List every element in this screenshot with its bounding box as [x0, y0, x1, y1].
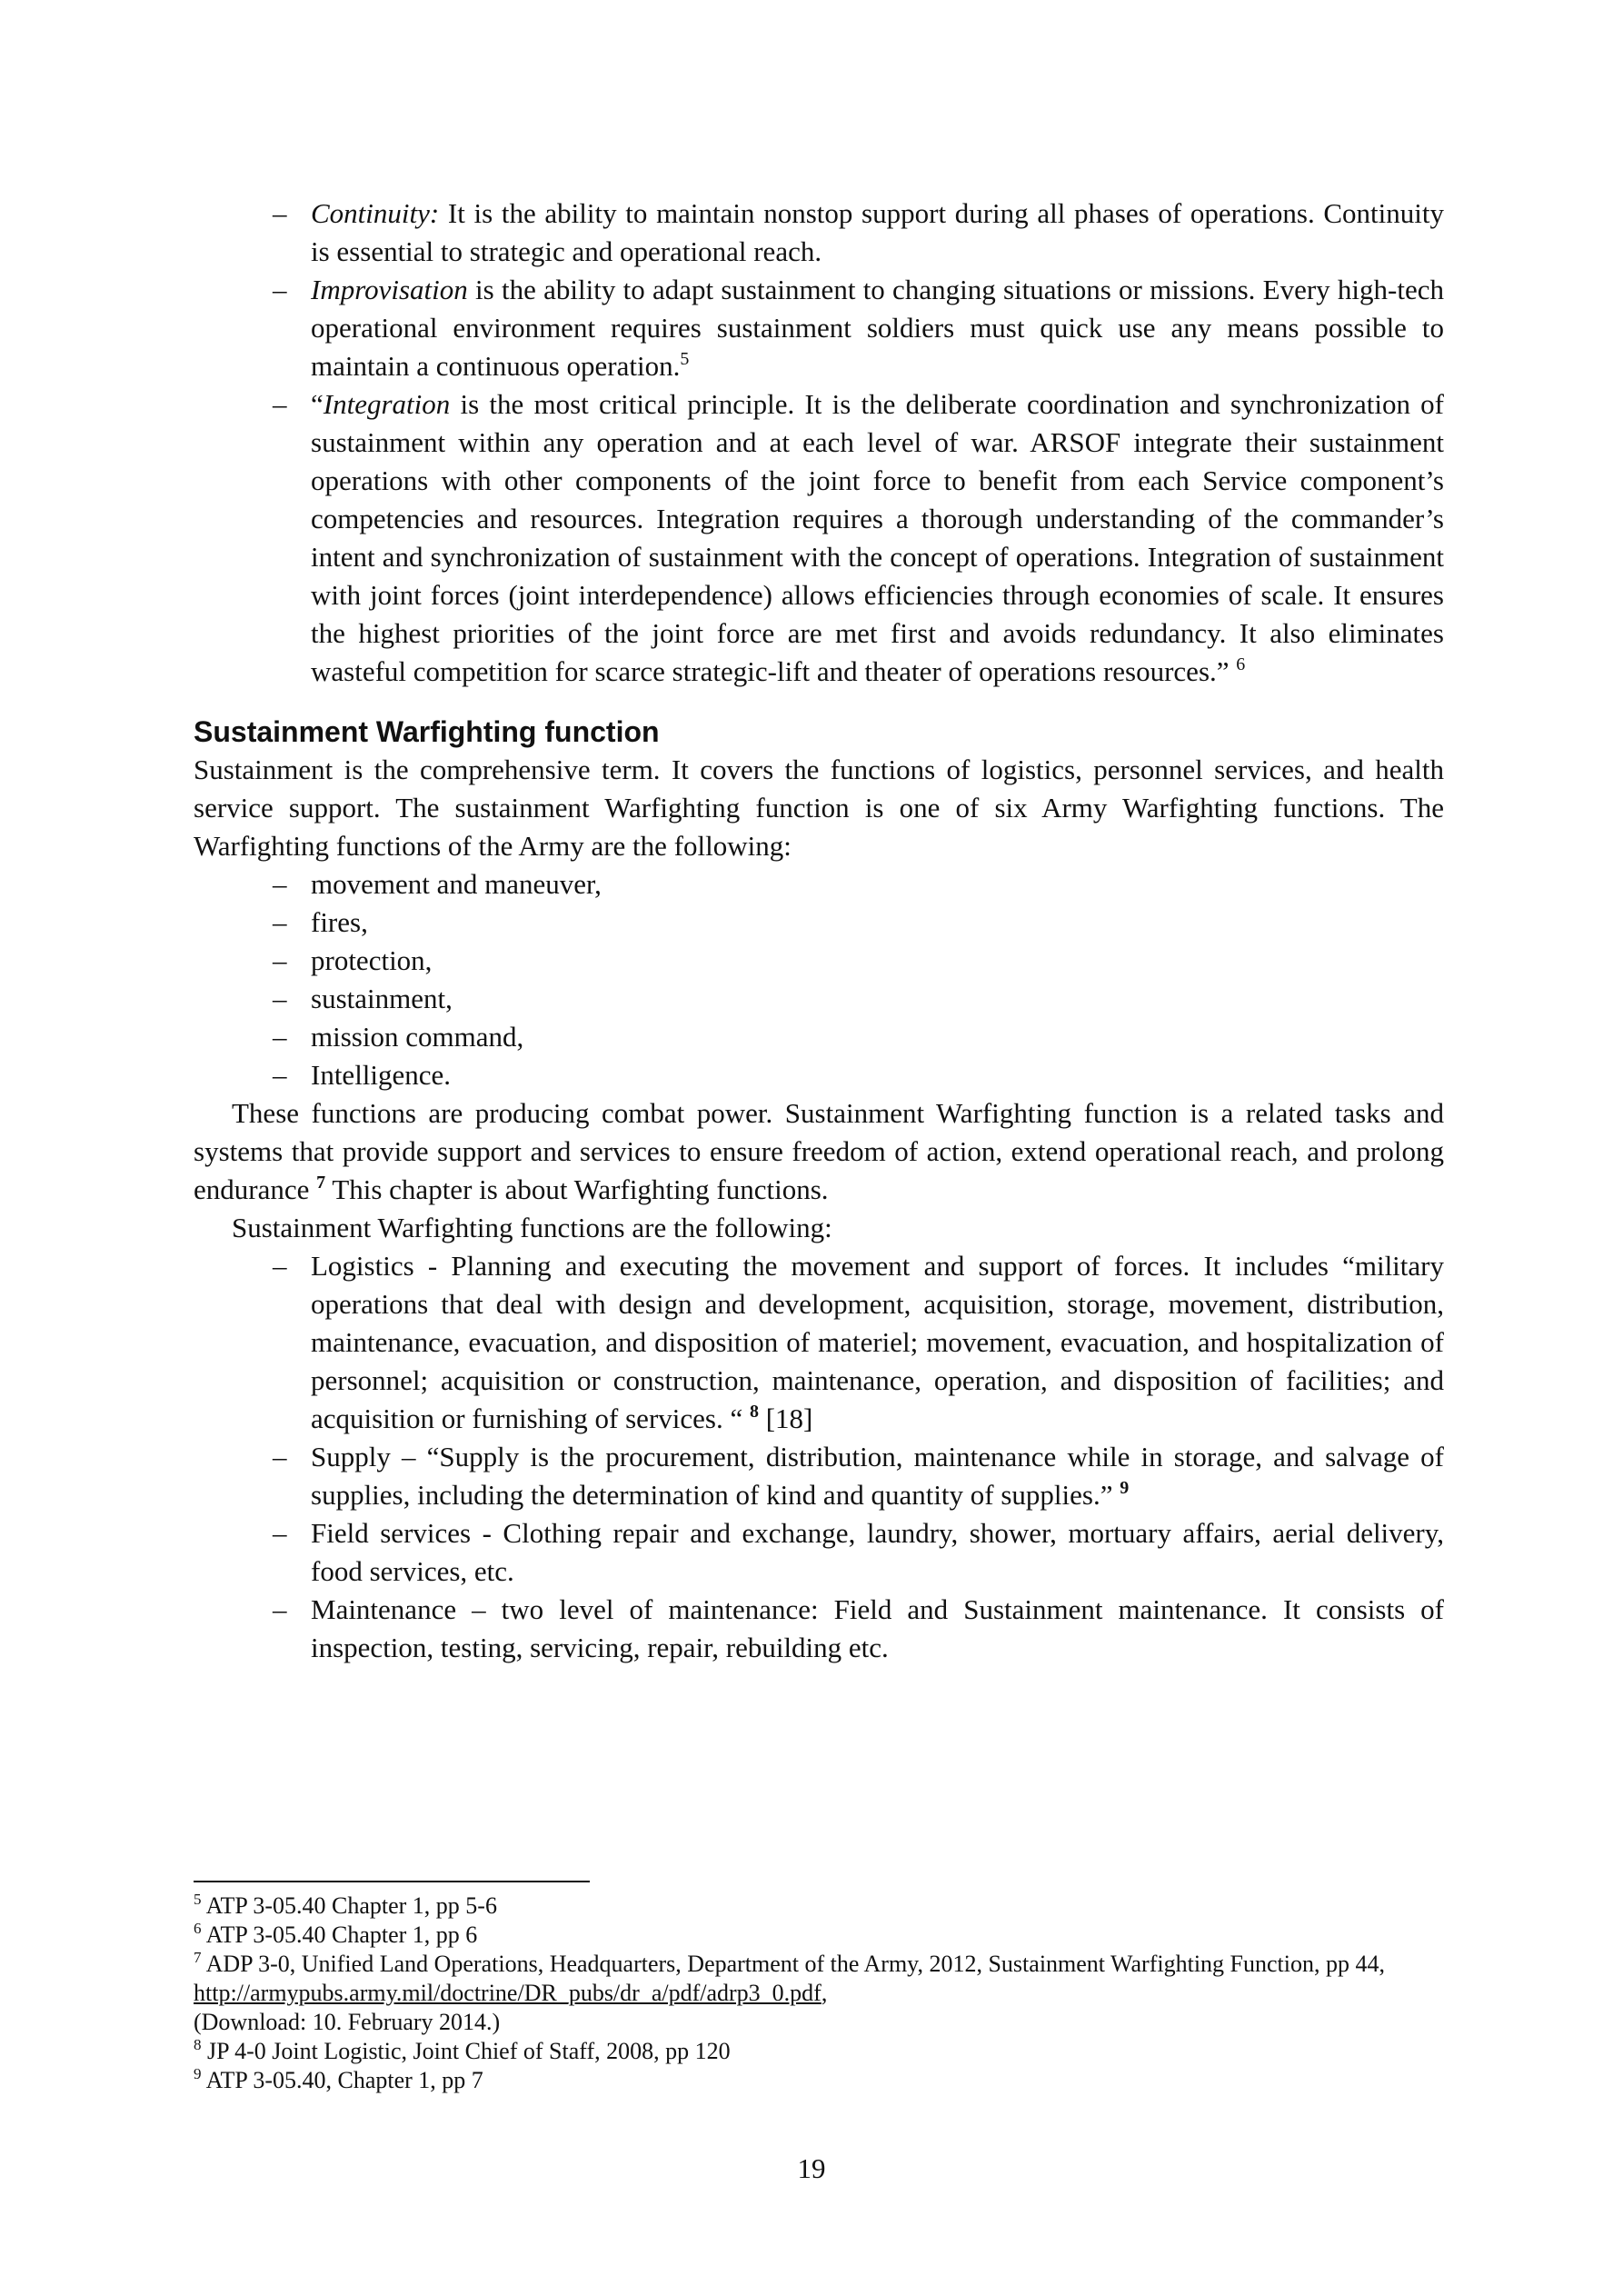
footnote-6: [194, 1921, 1444, 1950]
term-integration: Integration: [323, 388, 451, 420]
paragraph-text: This chapter is about Warfighting functions.: [325, 1173, 829, 1205]
list-item: – Intelligence.: [194, 1056, 1444, 1094]
footnote-8: [194, 2037, 1444, 2066]
combat-power-paragraph: [194, 1094, 1444, 1209]
footnote-ref-8: 8: [749, 1402, 759, 1422]
item-text: Supply – “Supply is the procurement, distribution, maintenance while in storage, and salvage of supplies, including the determination of kind and quantity of supplies.”: [311, 1441, 1444, 1511]
list-item: – protection,: [194, 942, 1444, 980]
footnote-separator: [194, 1881, 590, 1882]
footnote-number: 8: [194, 2036, 202, 2053]
sustainment-functions-list: [194, 1247, 1444, 1667]
footnote-ref-6: 6: [1236, 654, 1246, 674]
principles-list: [194, 195, 1444, 691]
body-text: [194, 195, 1444, 1667]
functions-intro-paragraph: Sustainment Warfighting functions are the following:: [232, 1212, 832, 1243]
footnote-ref-7: 7: [316, 1173, 326, 1193]
term-continuity: Continuity:: [311, 197, 440, 229]
footnote-link[interactable]: http://armypubs.army.mil/doctrine/DR_pubs/dr_a/pdf/adrp3_0.pdf: [194, 1980, 821, 2006]
improvisation-text: is the ability to adapt sustainment to changing situations or missions. Every high-tech operational environment requires sustainment soldiers must quick use any means possible to maintain a continuous operation.: [311, 274, 1444, 382]
footnote-text: ATP 3-05.40 Chapter 1, pp 6: [201, 1922, 478, 1948]
footnote-text: JP 4-0 Joint Logistic, Joint Chief of Staff, 2008, pp 120: [201, 2038, 731, 2064]
page-number: 19: [797, 2152, 826, 2184]
footnote-text: ATP 3-05.40, Chapter 1, pp 7: [201, 2067, 483, 2093]
footnote-number: 6: [194, 1920, 202, 1937]
footnote-ref-5: 5: [680, 349, 690, 369]
footnote-5: [194, 1892, 1444, 1921]
paragraph-text: These functions are producing combat power. Sustainment Warfighting function is a related tasks and systems that provide support and services to ensure freedom of action, extend operational reach, and prolong endurance: [194, 1097, 1444, 1205]
integration-open-quote: “: [311, 388, 324, 420]
list-item-maintenance: [194, 1591, 1444, 1667]
integration-text: is the most critical principle. It is the deliberate coordination and synchronization of sustainment within any operation and at each level of war. ARSOF integrate their sustainment operations with other components of the joint force to benefit from each Service component’s competencies and resources. Integration requires a thorough understanding of the commander’s intent and synchronization of sustainment with the concept of operations. Integration of sustainment with joint forces (joint interdependence) allows efficiencies through economies of scale. It ensures the highest priorities of the joint force are met first and avoids redundancy. It also eliminates wasteful competition for scarce strategic-lift and theater of operations resources.”: [311, 388, 1444, 687]
footnote-number: 7: [194, 1949, 202, 1966]
list-item-integration: [194, 385, 1444, 691]
list-item: – sustainment,: [194, 980, 1444, 1018]
footnote-7-download: (Download: 10. February 2014.): [194, 2009, 501, 2035]
intro-paragraph: Sustainment is the comprehensive term. It covers the functions of logistics, personnel services, and health service support. The sustainment Warfighting function is one of six Army Warfighting functions. The Warfighting functions of the Army are the following:: [194, 754, 1444, 862]
list-item-supply: [194, 1438, 1444, 1514]
item-text: Logistics - Planning and executing the movement and support of forces. It includes “military operations that deal with design and development, acquisition, storage, movement, distribution, maintenance, evacuation, and disposition of materiel; movement, evacuation, and hospitalization of personnel; acquisition or construction, maintenance, operation, and disposition of facilities; and acquisition or furnishing of services. “: [311, 1250, 1444, 1434]
footnote-9: [194, 2066, 1444, 2095]
footnotes: [194, 1892, 1444, 2095]
continuity-text: It is the ability to maintain nonstop support during all phases of operations. Continuity is essential to strategic and operational reach.: [311, 197, 1444, 267]
footnote-number: 5: [194, 1891, 202, 1908]
list-item-field-services: [194, 1514, 1444, 1591]
footnote-text: ATP 3-05.40 Chapter 1, pp 5-6: [201, 1892, 497, 1919]
warfighting-functions-list: [194, 865, 1444, 1094]
footnote-ref-9: 9: [1120, 1478, 1130, 1498]
citation: [18]: [758, 1403, 813, 1434]
footnote-text: ,: [821, 1980, 828, 2006]
term-improvisation: Improvisation: [311, 274, 468, 305]
list-item: – mission command,: [194, 1018, 1444, 1056]
list-item: – movement and maneuver,: [194, 865, 1444, 903]
footnote-number: 9: [194, 2065, 202, 2082]
list-item: – fires,: [194, 903, 1444, 942]
item-text: Field services - Clothing repair and exchange, laundry, shower, mortuary affairs, aerial delivery, food services, etc.: [311, 1517, 1444, 1587]
item-text: Maintenance – two level of maintenance: Field and Sustainment maintenance. It consists of inspection, testing, servicing, repair, rebuilding etc.: [311, 1593, 1444, 1663]
section-heading: Sustainment Warfighting function: [194, 715, 660, 748]
footnote-text: ADP 3-0, Unified Land Operations, Headquarters, Department of the Army, 2012, Sustainment Warfighting Function, pp 44,: [201, 1951, 1385, 1977]
list-item-continuity: [194, 195, 1444, 271]
list-item-improvisation: [194, 271, 1444, 385]
footnote-7: [194, 1950, 1444, 2008]
list-item-logistics: [194, 1247, 1444, 1438]
